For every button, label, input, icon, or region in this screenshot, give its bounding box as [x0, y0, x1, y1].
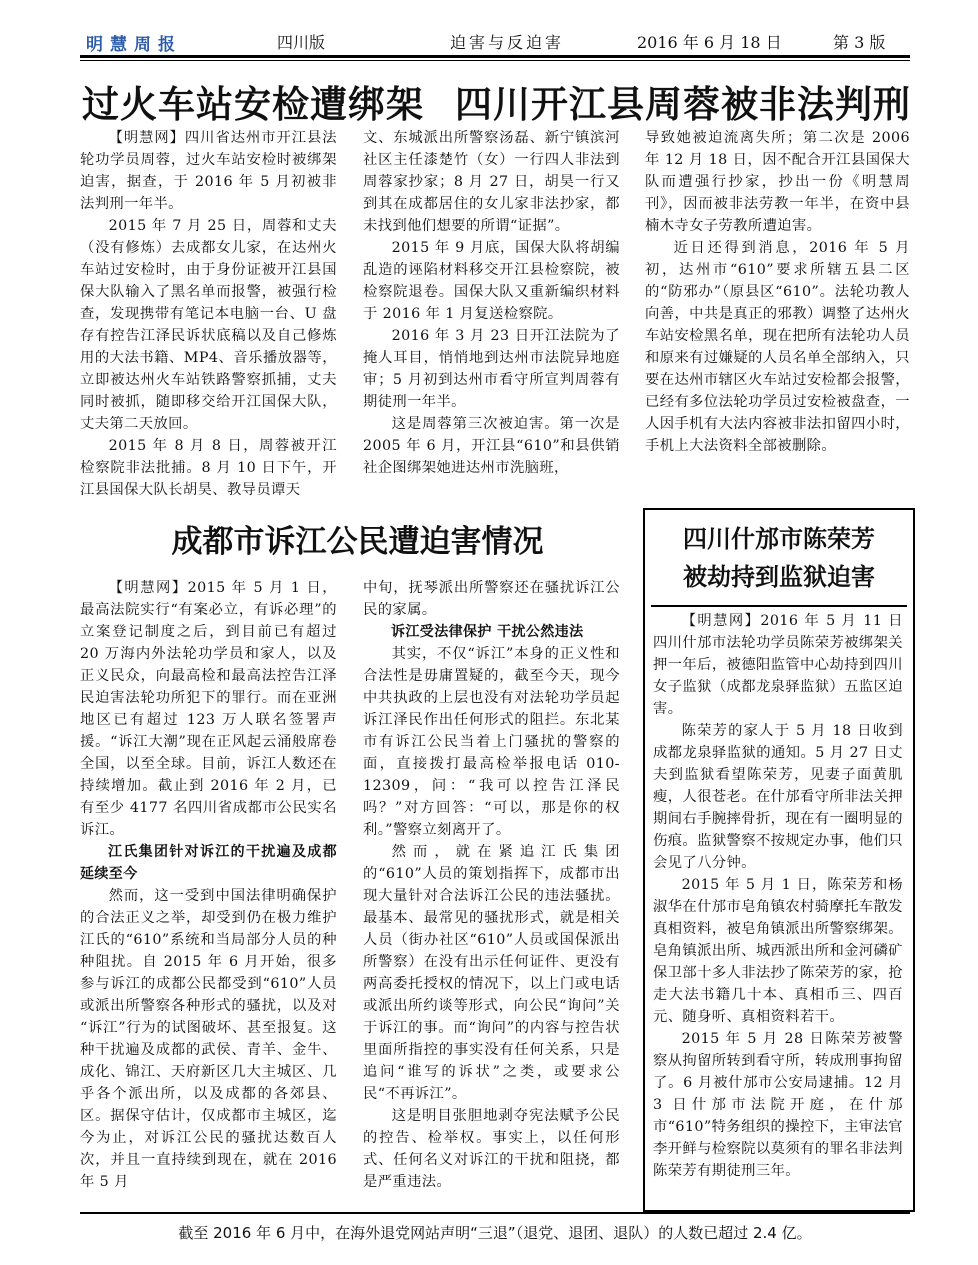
- footer-rule: [80, 1212, 910, 1214]
- paragraph: 2015 年 5 月 28 日陈荣芳被警察从拘留所转到看守所，转成刑事拘留了。6 月被什邡市公安局逮捕。12 月 3 日什邡市法院开庭，在什邡市“610”特务组织的操控下，主审法官李开鲜与检察院以莫须有的罪名非法判陈荣芳有期徒刑三年。: [653, 1031, 903, 1179]
- paragraph: 这是明目张胆地剥夺宪法赋予公民的控告、检举权。事实上，以任何形式、任何名义对诉江的干扰和阻挠，都是严重违法。: [363, 1108, 620, 1190]
- subheading: 江氏集团针对诉江的干扰遍及成都 延续至今: [80, 844, 337, 882]
- header-rule-thick: [80, 55, 910, 58]
- paragraph: 2015 年 5 月 1 日，陈荣芳和杨淑华在什邡市皂角镇农村骑摩托车散发真相资料，被皂角镇派出所警察绑架。皂角镇派出所、城西派出所和金河磷矿保卫部十多人非法抄了陈荣芳的家，抢走大法书籍几十本、真相币三、四百元、随身听、真相资料若干。: [653, 877, 903, 1025]
- article1-headline: [80, 68, 910, 128]
- paragraph: 这是周蓉第三次被迫害。第一次是 2005 年 6 月，开江县“610”和县供销社企图绑架她进达州市洗脑班，: [363, 416, 620, 476]
- paragraph: 文、东城派出所警察汤磊、新宁镇滨河社区主任漆楚竹（女）一行四人非法到周蓉家抄家；8 月 27 日，胡昊一行又到其在成都居住的女儿家非法抄家，都未找到他们想要的所谓“证据”。: [363, 130, 620, 234]
- article2-column-2: [363, 577, 620, 1193]
- paragraph: 导致她被迫流离失所；第二次是 2006 年 12 月 18 日，因不配合开江县国保大队而遭强行抄家，抄出一份《明慧周刊》，因而被非法劳教一年半，在资中县楠木寺女子劳教所遭迫害。: [645, 130, 910, 234]
- paragraph: 2015 年 7 月 25 日，周蓉和丈夫（没有修炼）去成都女儿家，在达州火车站过安检时，由于身份证被开江县国保大队输入了黑名单而报警，被强行检查，发现携带有笔记本电脑一台、U 盘存有控告江泽民诉状底稿以及自己修炼用的大法书籍、MP4、音乐播放器等，立即被达州火车站铁路警察抓捕，丈夫同时被抓，随即移交给开江国保大队，丈夫第二天放回。: [80, 218, 337, 432]
- article1-headline-part1: 过火车站安检遭绑架: [82, 82, 424, 126]
- paragraph: 2015 年 9 月底，国保大队将胡编乱造的诬陷材料移交开江县检察院，被检察院退卷。国保大队又重新编织材料于 2016 年 1 月复送检察院。: [363, 240, 620, 322]
- subheading: 诉江受法律保护 干扰公然违法: [391, 624, 584, 640]
- paragraph: 【明慧网】2015 年 5 月 1 日，最高法院实行“有案必立，有诉必理”的立案登记制度之后，到目前已有超过 20 万海内外法轮功学员和家人，以及正义民众，向最高检和最高法控告江泽民迫害法轮功所犯下的罪行。而在亚洲地区已有超过 123 万人联名签署声援。“诉江大潮”现在正风起云涌般席卷全国，以至全球。目前，诉江人数还在持续增加。截止到 2016 年 2 月，已有至少 4177 名四川省成都市公民实名诉江。: [80, 580, 337, 838]
- issue-date: 2016 年 6 月 18 日: [637, 33, 782, 52]
- article1-column-1: [80, 127, 337, 501]
- paragraph: 2016 年 3 月 23 日开江法院为了掩人耳目，悄悄地到达州市法院异地庭审；5 月初到达州市看守所宣判周蓉有期徒刑一年半。: [363, 328, 620, 410]
- article2-headline: 成都市诉江公民遭迫害情况: [171, 524, 544, 560]
- masthead-logo: 明慧周报: [86, 35, 182, 55]
- footer-note: 截至 2016 年 6 月中，在海外退党网站声明“三退”（退党、退团、退队）的人数已超过 2.4 亿。: [178, 1224, 812, 1242]
- header-rule-thin: [80, 60, 910, 61]
- paragraph: 其实，不仅“诉江”本身的正义性和合法性是毋庸置疑的，截至今天，现今中共执政的上层也没有对法轮功学员起诉江泽民作出任何形式的阻拦。东北某市有诉江公民当着上门骚扰的警察的面，直接拨打最高检举报电话 010-12309，问：“我可以控告江泽民吗？”对方回答：“可以，那是你的权利。”警察立刻离开了。: [363, 646, 620, 838]
- paragraph: 近日还得到消息，2016 年 5 月初，达州市“610”要求所辖五县二区的“防邪办”（原县区“610”。法轮功教人向善，中共是真正的邪教）调整了达州火车站安检黑名单，现在把所有法轮功人员和原来有过嫌疑的人员名单全部纳入，只要在达州市辖区火车站过安检都会报警，已经有多位法轮功学员过安检被盘查，一人因手机有大法内容被非法扣留四小时，手机上大法资料全部被删除。: [645, 240, 910, 454]
- paragraph: 陈荣芳的家人于 5 月 18 日收到成都龙泉驿监狱的通知。5 月 27 日丈夫到监狱看望陈荣芳，见妻子面黄肌瘦，人很苍老。在什邡看守所非法关押期间右手腕摔骨折，现在有一圈明显的伤痕。监狱警察不按规定办事，他们只会见了八分钟。: [653, 723, 903, 871]
- page-number: 第 3 版: [833, 33, 886, 52]
- paragraph: 【明慧网】四川省达州市开江县法轮功学员周蓉，过火车站安检时被绑架迫害，据查，于 2016 年 5 月初被非法判刑一年半。: [80, 130, 337, 212]
- section-label: 迫害与反迫害: [450, 33, 565, 52]
- article2-column-1: [80, 577, 337, 1193]
- article1-column-2: [363, 127, 620, 479]
- edition-label: 四川版: [277, 33, 326, 52]
- article1-column-3: [645, 127, 910, 457]
- paragraph: 中旬，抚琴派出所警察还在骚扰诉江公民的家属。: [363, 580, 620, 618]
- paragraph: 2015 年 8 月 8 日，周蓉被开江检察院非法批捕。8 月 10 日下午，开江县国保大队长胡昊、教导员谭天: [80, 438, 337, 498]
- article3-body: [653, 610, 903, 1182]
- article3-headline-line2: 被劫持到监狱迫害: [683, 562, 875, 591]
- paragraph: 然而，这一受到中国法律明确保护的合法正义之举，却受到仍在极力维护江氏的“610”系统和当局部分人员的种种阻扰。自 2015 年 6 月开始，很多参与诉江的成都公民都受到“610”人员或派出所警察各种形式的骚扰，以及对 “诉江”行为的试图破坏、甚至报复。这种干扰遍及成都的武侯、青羊、金牛、成化、锦江、天府新区几大主城区、几乎各个派出所，以及成都的各郊县、区。据保守估计，仅成都市主城区，迄今为止，对诉江公民的骚扰达数百人次，并且一直持续到现在，就在 2016 年 5 月: [80, 888, 337, 1190]
- page-header: [80, 28, 910, 54]
- article3-title-rule: [651, 605, 907, 607]
- article1-headline-part2: 四川开江县周蓉被非法判刑: [455, 82, 911, 126]
- article3-box: [643, 508, 915, 1212]
- paragraph: 【明慧网】2016 年 5 月 11 日四川什邡市法轮功学员陈荣芳被绑架关押一年后，被德阳监管中心劫持到四川女子监狱（成都龙泉驿监狱）五监区迫害。: [653, 613, 903, 717]
- paragraph: 然而，就在紧追江氏集团的“610”人员的策划指挥下，成都市出现大量针对合法诉江公民的违法骚扰。最基本、最常见的骚扰形式，就是相关人员（街办社区“610”人员或国保派出所警察）在没有出示任何证件、更没有两高委托授权的情况下，以上门或电话或派出所约谈等形式，向公民“询问”关于诉江的事。而“询问”的内容与控告状里面所指控的事实没有任何关系，只是追问“谁写的诉状”之类，或要求公民“不再诉江”。: [363, 844, 620, 1102]
- article3-headline: [645, 520, 913, 596]
- article3-headline-line1: 四川什邡市陈荣芳: [683, 524, 875, 553]
